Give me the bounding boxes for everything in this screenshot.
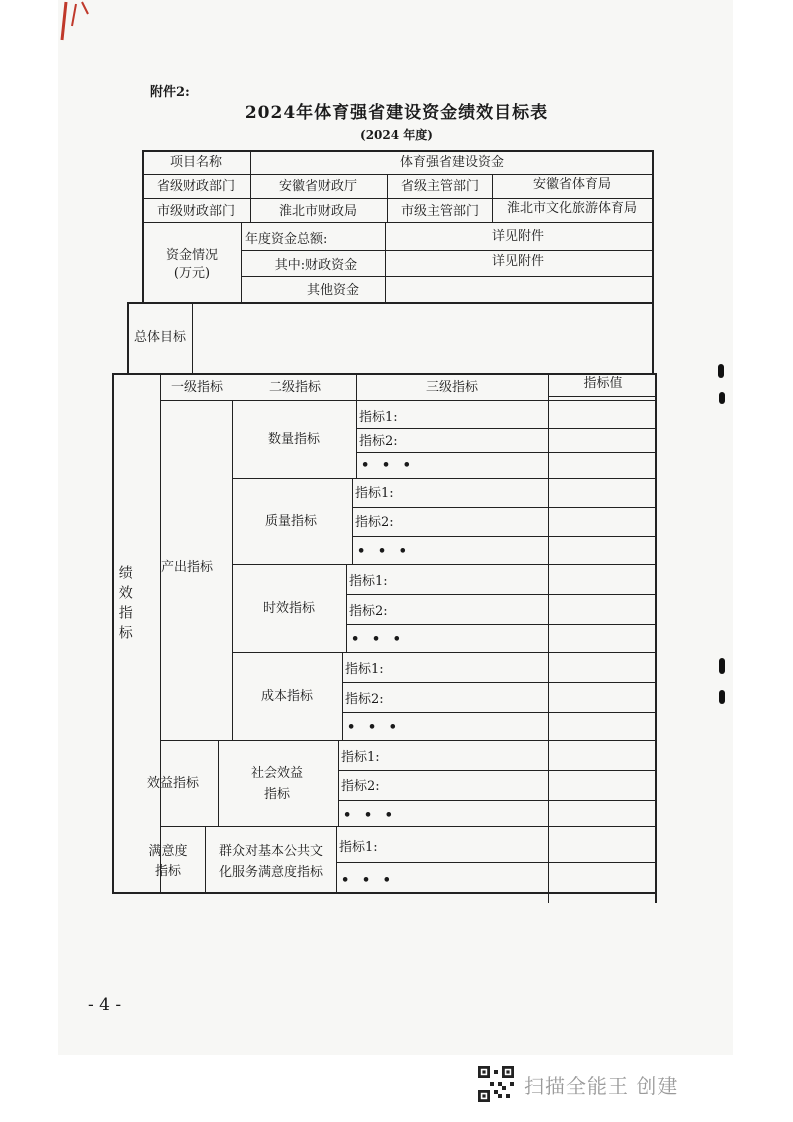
year-line: (2024 年度) — [360, 128, 433, 142]
prov-admin-value: 安徽省体育局 — [532, 177, 612, 192]
total-funds-label: 年度资金总额: — [245, 232, 328, 247]
cost-indicator-2: 指标2: — [345, 692, 384, 707]
output-indicator-label: 产出指标 — [160, 560, 214, 575]
project-name-value: 体育强省建设资金 — [399, 155, 505, 170]
document-title: 2024年体育强省建设资金绩效目标表 — [244, 103, 549, 123]
quality-indicator-label: 质量指标 — [264, 514, 318, 529]
overall-goal-label: 总体目标 — [133, 330, 187, 345]
fiscal-funds-label: 其中:财政资金 — [274, 258, 358, 273]
quantity-indicator-2: 指标2: — [359, 434, 398, 449]
other-funds-label: 其他资金 — [306, 283, 360, 298]
benefit-indicator-label: 效益指标 — [146, 776, 200, 791]
funds-label: 资金情况 — [165, 248, 219, 263]
prov-finance-value: 安徽省财政厅 — [278, 179, 358, 194]
satisfaction-ellipsis: • • • — [341, 873, 395, 888]
cost-ellipsis: • • • — [347, 720, 401, 735]
prov-finance-label: 省级财政部门 — [156, 179, 236, 194]
quality-indicator-2: 指标2: — [355, 515, 394, 530]
public-satisfaction-label-2: 化服务满意度指标 — [218, 865, 324, 880]
col-value-header: 指标值 — [583, 376, 623, 391]
funds-unit-label: (万元) — [173, 266, 211, 281]
quantity-ellipsis: • • • — [361, 458, 415, 473]
quantity-indicator-label: 数量指标 — [267, 432, 321, 447]
satisfaction-indicator-label: 满意度 — [148, 844, 188, 859]
quantity-indicator-1: 指标1: — [359, 410, 398, 425]
page-number: - 4 - — [88, 995, 122, 1015]
col-level3-header: 三级指标 — [425, 380, 479, 395]
city-finance-label: 市级财政部门 — [156, 204, 236, 219]
satisfaction-indicator-label-2: 指标 — [154, 864, 182, 879]
cost-indicator-label: 成本指标 — [260, 689, 314, 704]
timeliness-ellipsis: • • • — [351, 632, 405, 647]
project-name-label: 项目名称 — [169, 155, 223, 170]
qr-code-icon — [478, 1066, 514, 1102]
cost-indicator-1: 指标1: — [345, 662, 384, 677]
public-satisfaction-label: 群众对基本公共文 — [218, 844, 324, 859]
total-funds-value: 详见附件 — [491, 229, 545, 244]
performance-label: 绩效指标 — [116, 565, 133, 645]
binding-mark — [719, 392, 725, 404]
binding-mark — [718, 364, 724, 378]
attachment-label: 附件2: — [150, 85, 190, 100]
timeliness-indicator-2: 指标2: — [349, 604, 388, 619]
fiscal-funds-value: 详见附件 — [491, 254, 545, 269]
timeliness-indicator-label: 时效指标 — [262, 601, 316, 616]
satisfaction-indicator-1: 指标1: — [339, 840, 378, 855]
binding-mark — [719, 690, 725, 704]
social-benefit-label-2: 指标 — [263, 787, 291, 802]
col-level2-header: 二级指标 — [268, 380, 322, 395]
scanner-watermark: 扫描全能王 创建 — [524, 1074, 679, 1098]
city-finance-value: 淮北市财政局 — [278, 204, 358, 219]
city-admin-value: 淮北市文化旅游体育局 — [506, 201, 638, 216]
social-benefit-label: 社会效益 — [250, 766, 304, 781]
quality-ellipsis: • • • — [357, 544, 411, 559]
prov-admin-label: 省级主管部门 — [400, 179, 480, 194]
quality-indicator-1: 指标1: — [355, 486, 394, 501]
col-level1-header: 一级指标 — [170, 380, 224, 395]
benefit-indicator-2: 指标2: — [341, 779, 380, 794]
benefit-indicator-1: 指标1: — [341, 750, 380, 765]
benefit-ellipsis: • • • — [343, 808, 397, 823]
timeliness-indicator-1: 指标1: — [349, 574, 388, 589]
red-corner-mark — [58, 0, 98, 45]
city-admin-label: 市级主管部门 — [400, 204, 480, 219]
binding-mark — [719, 658, 725, 674]
